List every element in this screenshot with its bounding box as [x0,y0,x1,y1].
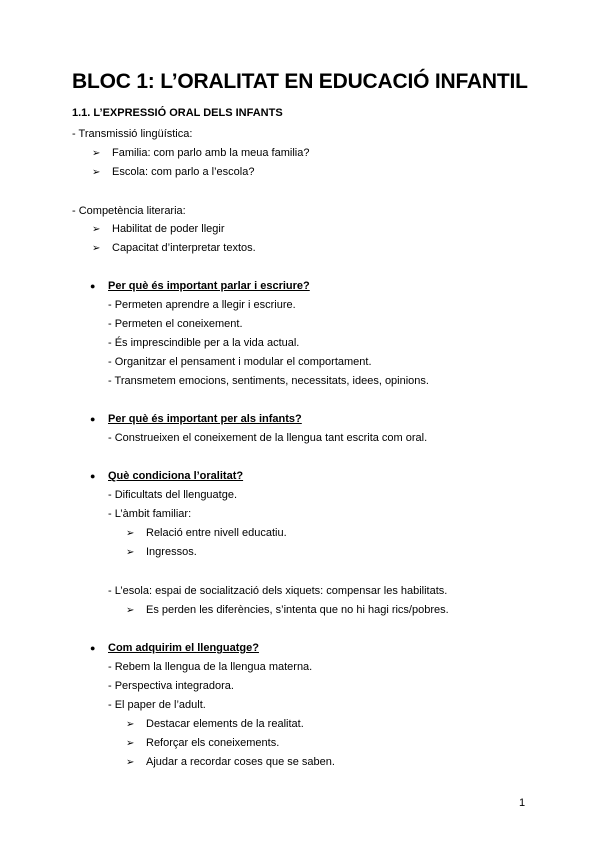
list-item: ➢ Relació entre nivell educatiu. [126,527,287,539]
list-item: ➢ Ajudar a recordar coses que se saben. [126,756,335,768]
question-heading: ● Què condiciona l’oralitat? [90,470,244,482]
section-subtitle: 1.1. L’EXPRESSIÓ ORAL DELS INFANTS [72,107,283,119]
arrow-icon: ➢ [126,757,135,768]
list-item: ➢ Habilitat de poder llegir [92,223,225,235]
question-heading: ● Com adquirim el llenguatge? [90,642,259,654]
list-item: - Transmetem emocions, sentiments, necessitats, idees, opinions. [108,375,429,387]
arrow-icon: ➢ [92,167,101,178]
list-item: - És imprescindible per a la vida actual. [108,337,300,349]
list-item: - L’àmbit familiar: [108,508,192,520]
section-head: - Competència literaria: [72,205,186,217]
list-item: - Construeixen el coneixement de la llengua tant escrita com oral. [108,432,428,444]
list-item: ➢ Reforçar els coneixements. [126,737,280,749]
list-item: - Organitzar el pensament i modular el comportament. [108,356,372,368]
list-item: - Permeten aprendre a llegir i escriure. [108,299,296,311]
list-item: - Rebem la llengua de la llengua materna. [108,661,313,673]
question-heading: ● Per què és important per als infants? [90,413,302,425]
list-item: - Dificultats del llenguatge. [108,489,238,501]
section-head: - Transmissió lingüística: [72,128,193,140]
list-item: ➢ Destacar elements de la realitat. [126,718,304,730]
page-title: BLOC 1: L’ORALITAT EN EDUCACIÓ INFANTIL [72,70,528,93]
arrow-icon: ➢ [126,719,135,730]
list-item: ➢ Es perden les diferències, s’intenta que no hi hagi rics/pobres. [126,604,449,616]
bullet-icon: ● [90,281,96,291]
bullet-icon: ● [90,471,96,481]
bullet-icon: ● [90,643,96,653]
arrow-icon: ➢ [92,148,101,159]
arrow-icon: ➢ [92,243,101,254]
arrow-icon: ➢ [92,224,101,235]
arrow-icon: ➢ [126,738,135,749]
list-item: - Permeten el coneixement. [108,318,243,330]
list-item: ➢ Escola: com parlo a l’escola? [92,166,255,178]
list-item: - Perspectiva integradora. [108,680,234,692]
list-item: ➢ Familia: com parlo amb la meua familia? [92,147,310,159]
bullet-icon: ● [90,414,96,424]
list-item: - L’esola: espai de socialització dels xiquets: compensar les habilitats. [108,585,448,597]
arrow-icon: ➢ [126,547,135,558]
list-item: ➢ Capacitat d’interpretar textos. [92,242,256,254]
page-number: 1 [519,797,526,809]
arrow-icon: ➢ [126,605,135,616]
list-item: - El paper de l’adult. [108,699,206,711]
question-heading: ● Per què és important parlar i escriure? [90,280,310,292]
arrow-icon: ➢ [126,528,135,539]
list-item: ➢ Ingressos. [126,546,197,558]
